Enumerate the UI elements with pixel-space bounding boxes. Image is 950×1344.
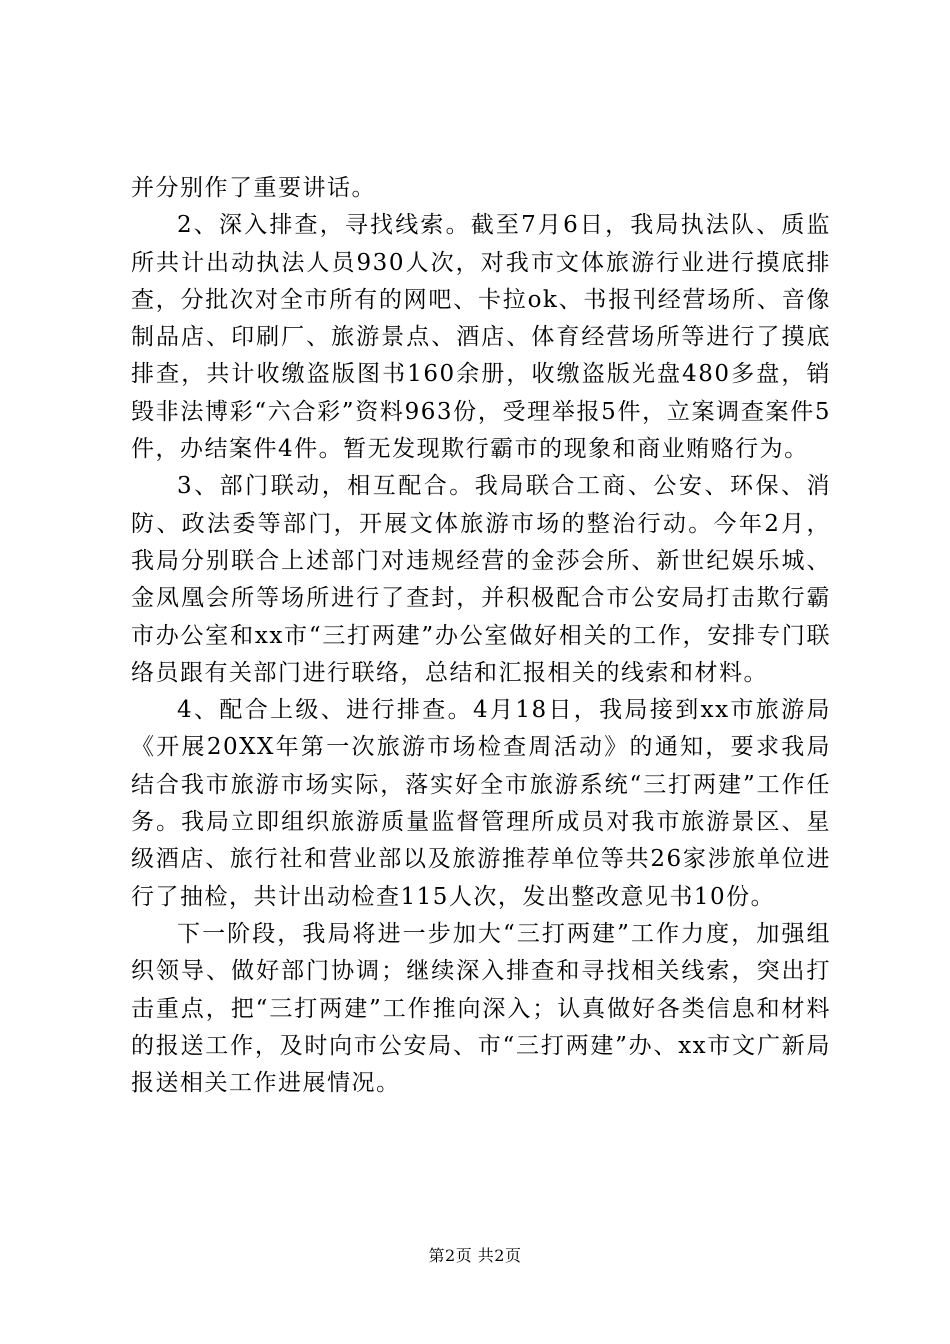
paragraph-superior-coordination: 4、配合上级、进行排查。4月18日，我局接到xx市旅游局《开展20XX年第一次旅游市场检查周活动》的通知，要求我局结合我市旅游市场实际，落实好全市旅游系统“三打两建”工作任务。我局立即组织旅游质量监督管理所成员对我市旅游景区、星级酒店、旅行社和营业部以及旅游推荐单位等共26家涉旅单位进行了抽检，共计出动检查115人次，发出整改意见书10份。	[131, 697, 831, 910]
page-number-indicator: 第2页 共2页	[428, 1246, 522, 1265]
paragraph-department-cooperation: 3、部门联动，相互配合。我局联合工商、公安、环保、消防、政法委等部门，开展文体旅游市场的整治行动。今年2月，我局分别联合上述部门对违规经营的金莎会所、新世纪娱乐城、金凤凰会所等场所进行了查封，并积极配合市公安局打击欺行霸市办公室和xx市“三打两建”办公室做好相关的工作，安排专门联络员跟有关部门进行联络，总结和汇报相关的线索和材料。	[131, 473, 831, 686]
paragraph-next-stage: 下一阶段，我局将进一步加大“三打两建”工作力度，加强组织领导、做好部门协调；继续深入排查和寻找相关线索，突出打击重点，把“三打两建”工作推向深入；认真做好各类信息和材料的报送工作，及时向市公安局、市“三打两建”办、xx市文广新局报送相关工作进展情况。	[131, 920, 831, 1097]
paragraph-investigation: 2、深入排查，寻找线索。截至7月6日，我局执法队、质监所共计出动执法人员930人次，对我市文体旅游行业进行摸底排查，分批次对全市所有的网吧、卡拉ok、书报刊经营场所、音像制品店、印刷厂、旅游景点、酒店、体育经营场所等进行了摸底排查，共计收缴盗版图书160余册，收缴盗版光盘480多盘，销毁非法博彩“六合彩”资料963份，受理举报5件，立案调查案件5件，办结案件4件。暂无发现欺行霸市的现象和商业贿赂行为。	[131, 212, 831, 463]
document-body	[131, 170, 831, 1102]
page-footer	[0, 1246, 950, 1266]
paragraph-continuation: 并分别作了重要讲话。	[131, 175, 376, 201]
